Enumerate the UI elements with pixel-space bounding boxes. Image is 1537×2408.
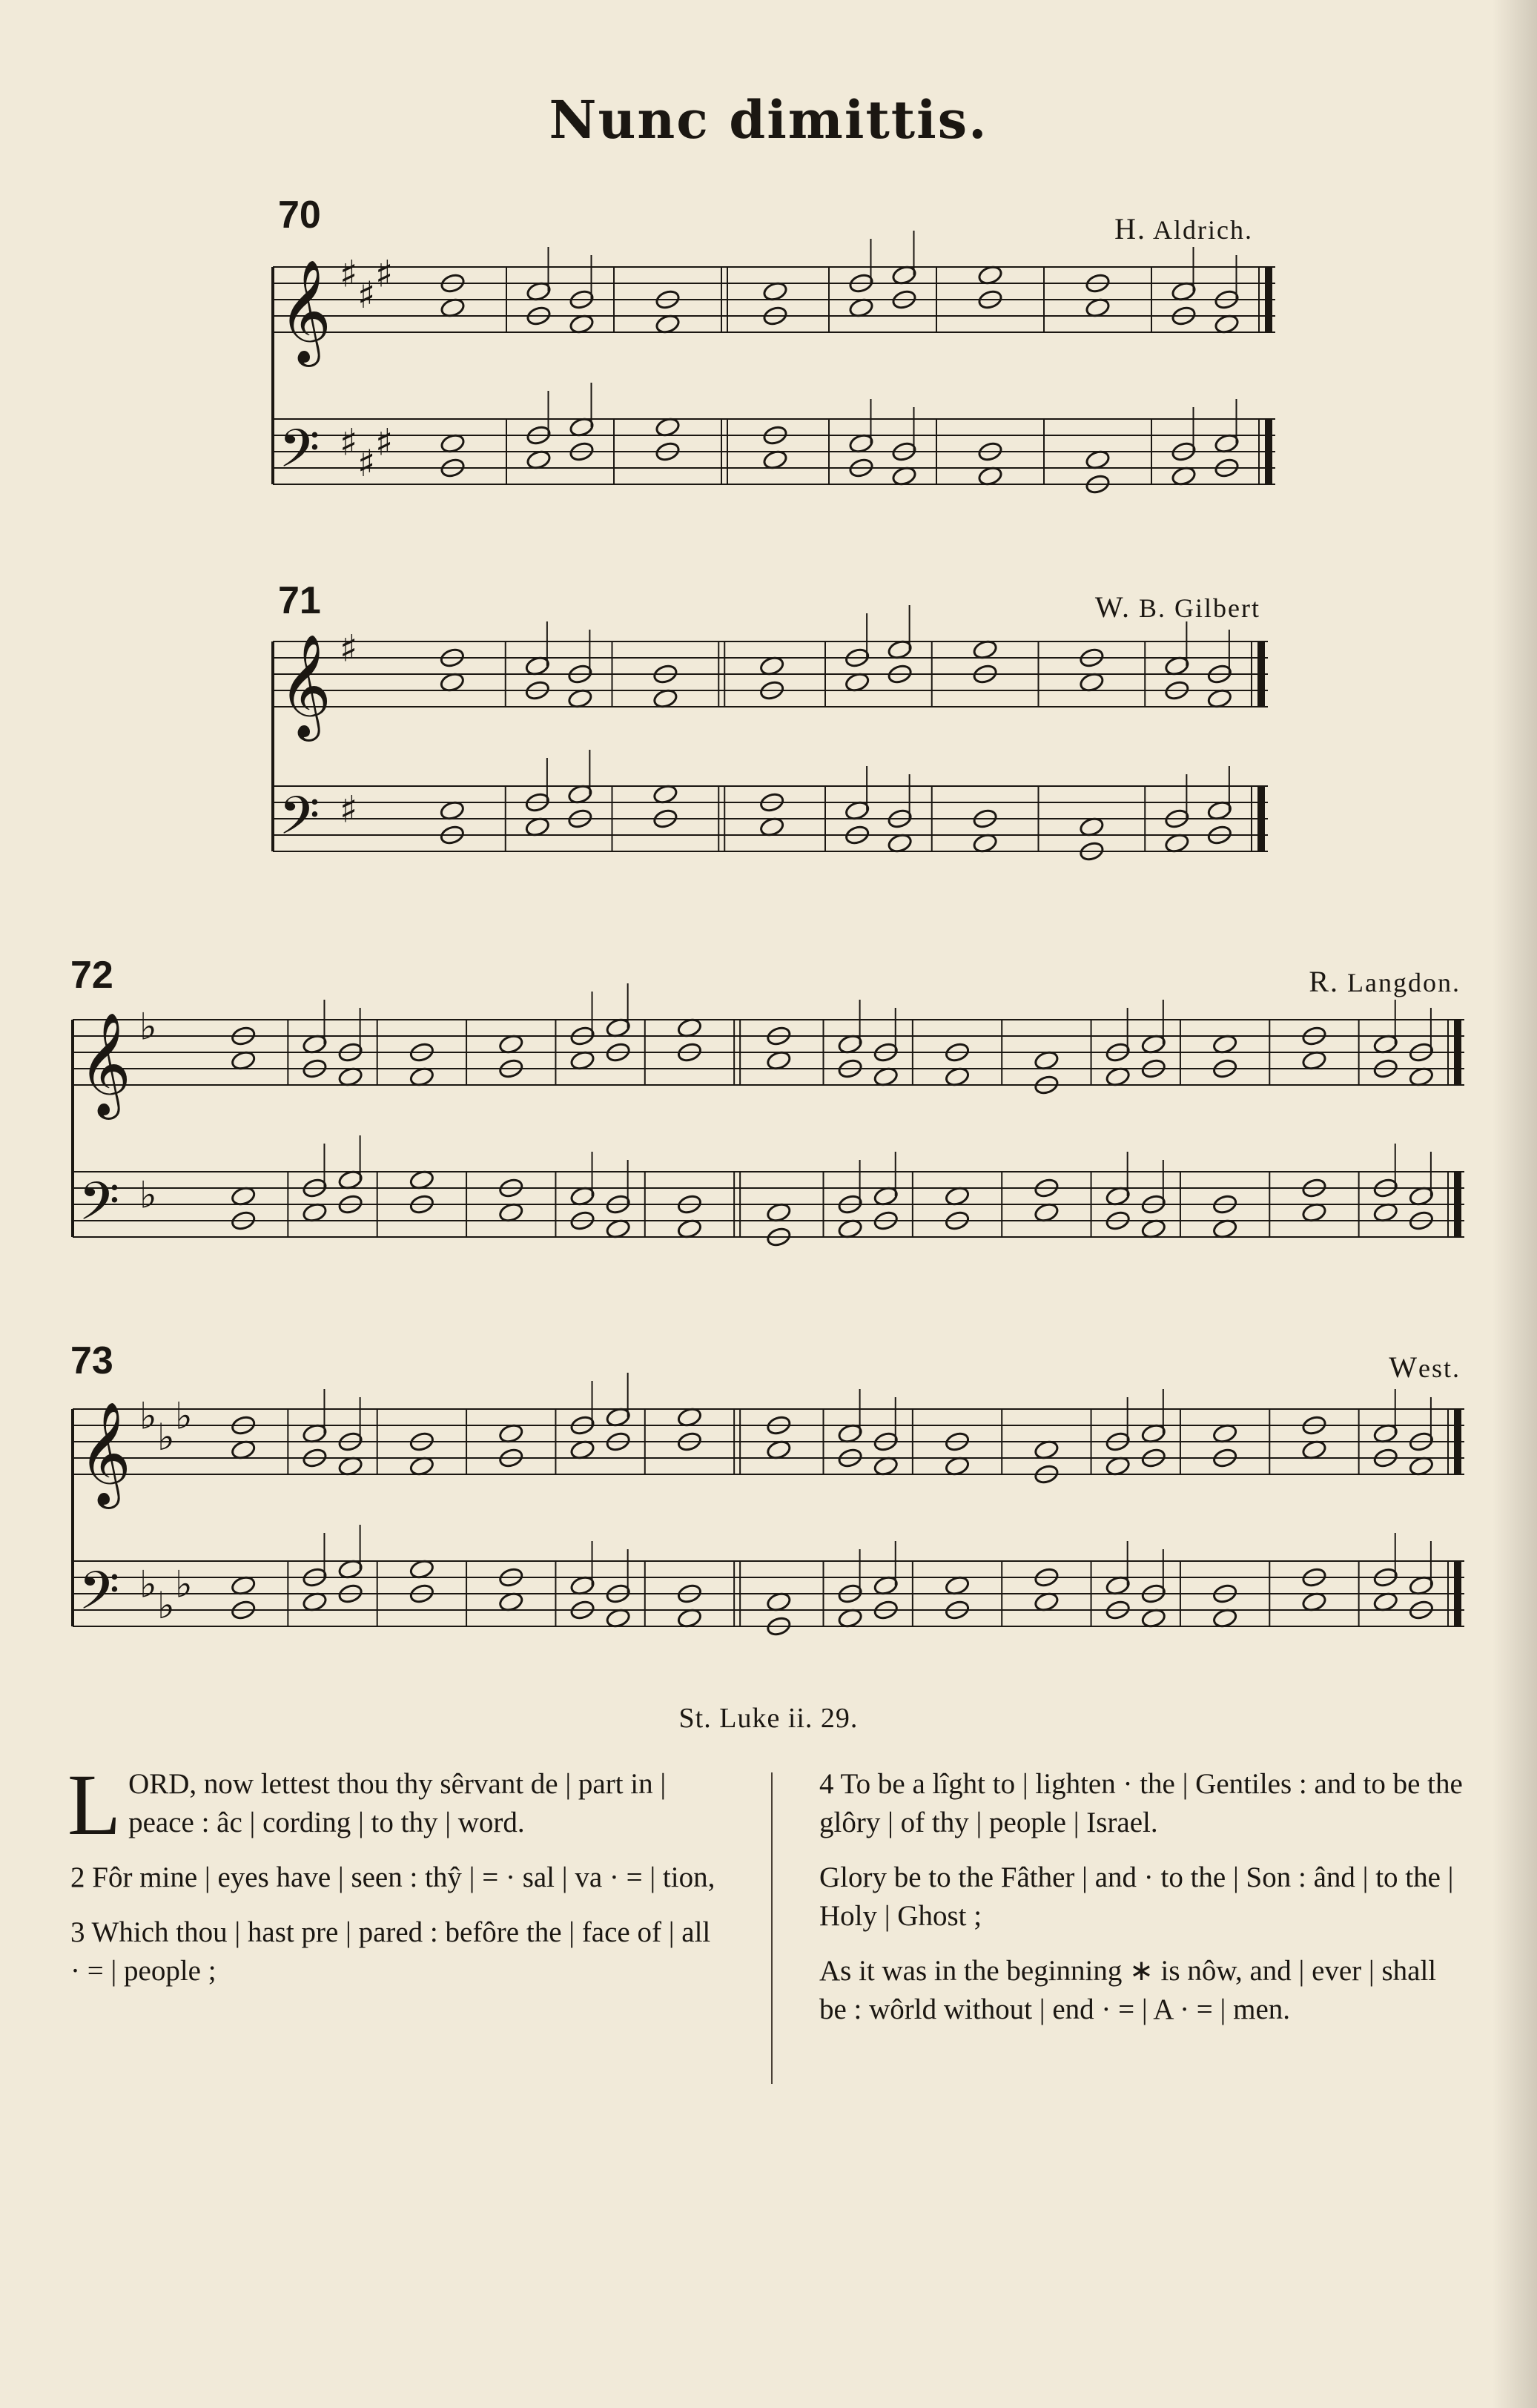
music-staff-system <box>267 193 1283 504</box>
sharp-icon: ♯ <box>340 788 358 831</box>
flat-icon: ♭ <box>175 1563 193 1606</box>
chant-number: 72 <box>70 954 113 997</box>
gloria-1: Glory be to the Fâther | and · to the | Son : ând | to the | Holy | Ghost ; <box>819 1861 1454 1932</box>
flat-icon: ♭ <box>139 1394 157 1438</box>
music-staff-system <box>67 1339 1475 1650</box>
final-barline-thick <box>1454 1561 1461 1626</box>
text-column-right <box>819 1765 1464 2045</box>
verse-1 <box>67 1756 723 1853</box>
flat-icon: ♭ <box>139 1563 157 1606</box>
verse-4: 4 To be a lîght to | lighten · the | Gentiles : and to be the glôry | of thy | people | Israel. <box>819 1768 1463 1838</box>
treble-clef-icon: 𝄞 <box>279 634 331 737</box>
sharp-icon: ♯ <box>340 252 358 296</box>
sharp-icon: ♯ <box>340 420 358 464</box>
bass-clef-icon: 𝄢 <box>279 785 320 860</box>
chant-71 <box>267 578 1283 890</box>
page-title: Nunc dimittis. <box>549 89 988 151</box>
treble-clef-icon: 𝄞 <box>79 1012 131 1115</box>
bass-clef-icon: 𝄢 <box>279 418 320 492</box>
scripture-reference: St. Luke ii. 29. <box>678 1703 859 1734</box>
composer: West. <box>1389 1350 1461 1384</box>
flat-icon: ♭ <box>139 1173 157 1217</box>
sharp-icon: ♯ <box>375 252 394 296</box>
chant-number: 73 <box>70 1339 113 1382</box>
chant-73 <box>67 1339 1475 1650</box>
text-column-left <box>67 1756 723 2007</box>
final-barline-thick <box>1265 267 1272 332</box>
flat-icon: ♭ <box>139 1005 157 1049</box>
gloria-2: As it was in the beginning ∗ is nôw, and | ever | shall be : wôrld without | end · = | A · = | men. <box>819 1955 1437 2025</box>
composer: H. Aldrich. <box>1114 212 1253 245</box>
treble-clef-icon: 𝄞 <box>79 1402 131 1505</box>
page-edge-shadow <box>1493 0 1537 2408</box>
verse-text: ORD, now lettest thou thy sêrvant de | part in | peace : âc | cording | to thy | word. <box>128 1768 667 1838</box>
flat-icon: ♭ <box>157 1584 175 1627</box>
verse-2: 2 Fôr mine | eyes have | seen : thŷ | = · sal | va · = | tion, <box>70 1861 715 1893</box>
composer: R. Langdon. <box>1309 965 1461 998</box>
sharp-icon: ♯ <box>357 442 376 485</box>
sharp-icon: ♯ <box>357 274 376 317</box>
bass-clef-icon: 𝄢 <box>79 1171 120 1245</box>
sharp-icon: ♯ <box>375 420 394 464</box>
final-barline-thick <box>1265 419 1272 484</box>
verse-3: 3 Which thou | hast pre | pared : befôre the | face of | all · = | people ; <box>70 1916 711 1987</box>
chant-number: 70 <box>278 194 321 237</box>
chant-number: 71 <box>278 579 321 622</box>
chant-70 <box>267 193 1283 504</box>
flat-icon: ♭ <box>157 1416 175 1459</box>
column-divider <box>771 1772 773 2084</box>
final-barline-thick <box>1454 1409 1461 1474</box>
final-barline-thick <box>1257 786 1265 851</box>
final-barline-thick <box>1454 1172 1461 1237</box>
flat-icon: ♭ <box>175 1394 193 1438</box>
drop-cap: L <box>67 1756 122 1853</box>
music-staff-system <box>267 578 1283 890</box>
final-barline-thick <box>1257 641 1265 707</box>
final-barline-thick <box>1454 1020 1461 1085</box>
treble-clef-icon: 𝄞 <box>279 260 331 363</box>
sharp-icon: ♯ <box>340 627 358 670</box>
chant-72 <box>67 953 1475 1264</box>
composer: W. B. Gilbert <box>1094 590 1260 624</box>
bass-clef-icon: 𝄢 <box>79 1560 120 1635</box>
music-staff-system <box>67 953 1475 1264</box>
